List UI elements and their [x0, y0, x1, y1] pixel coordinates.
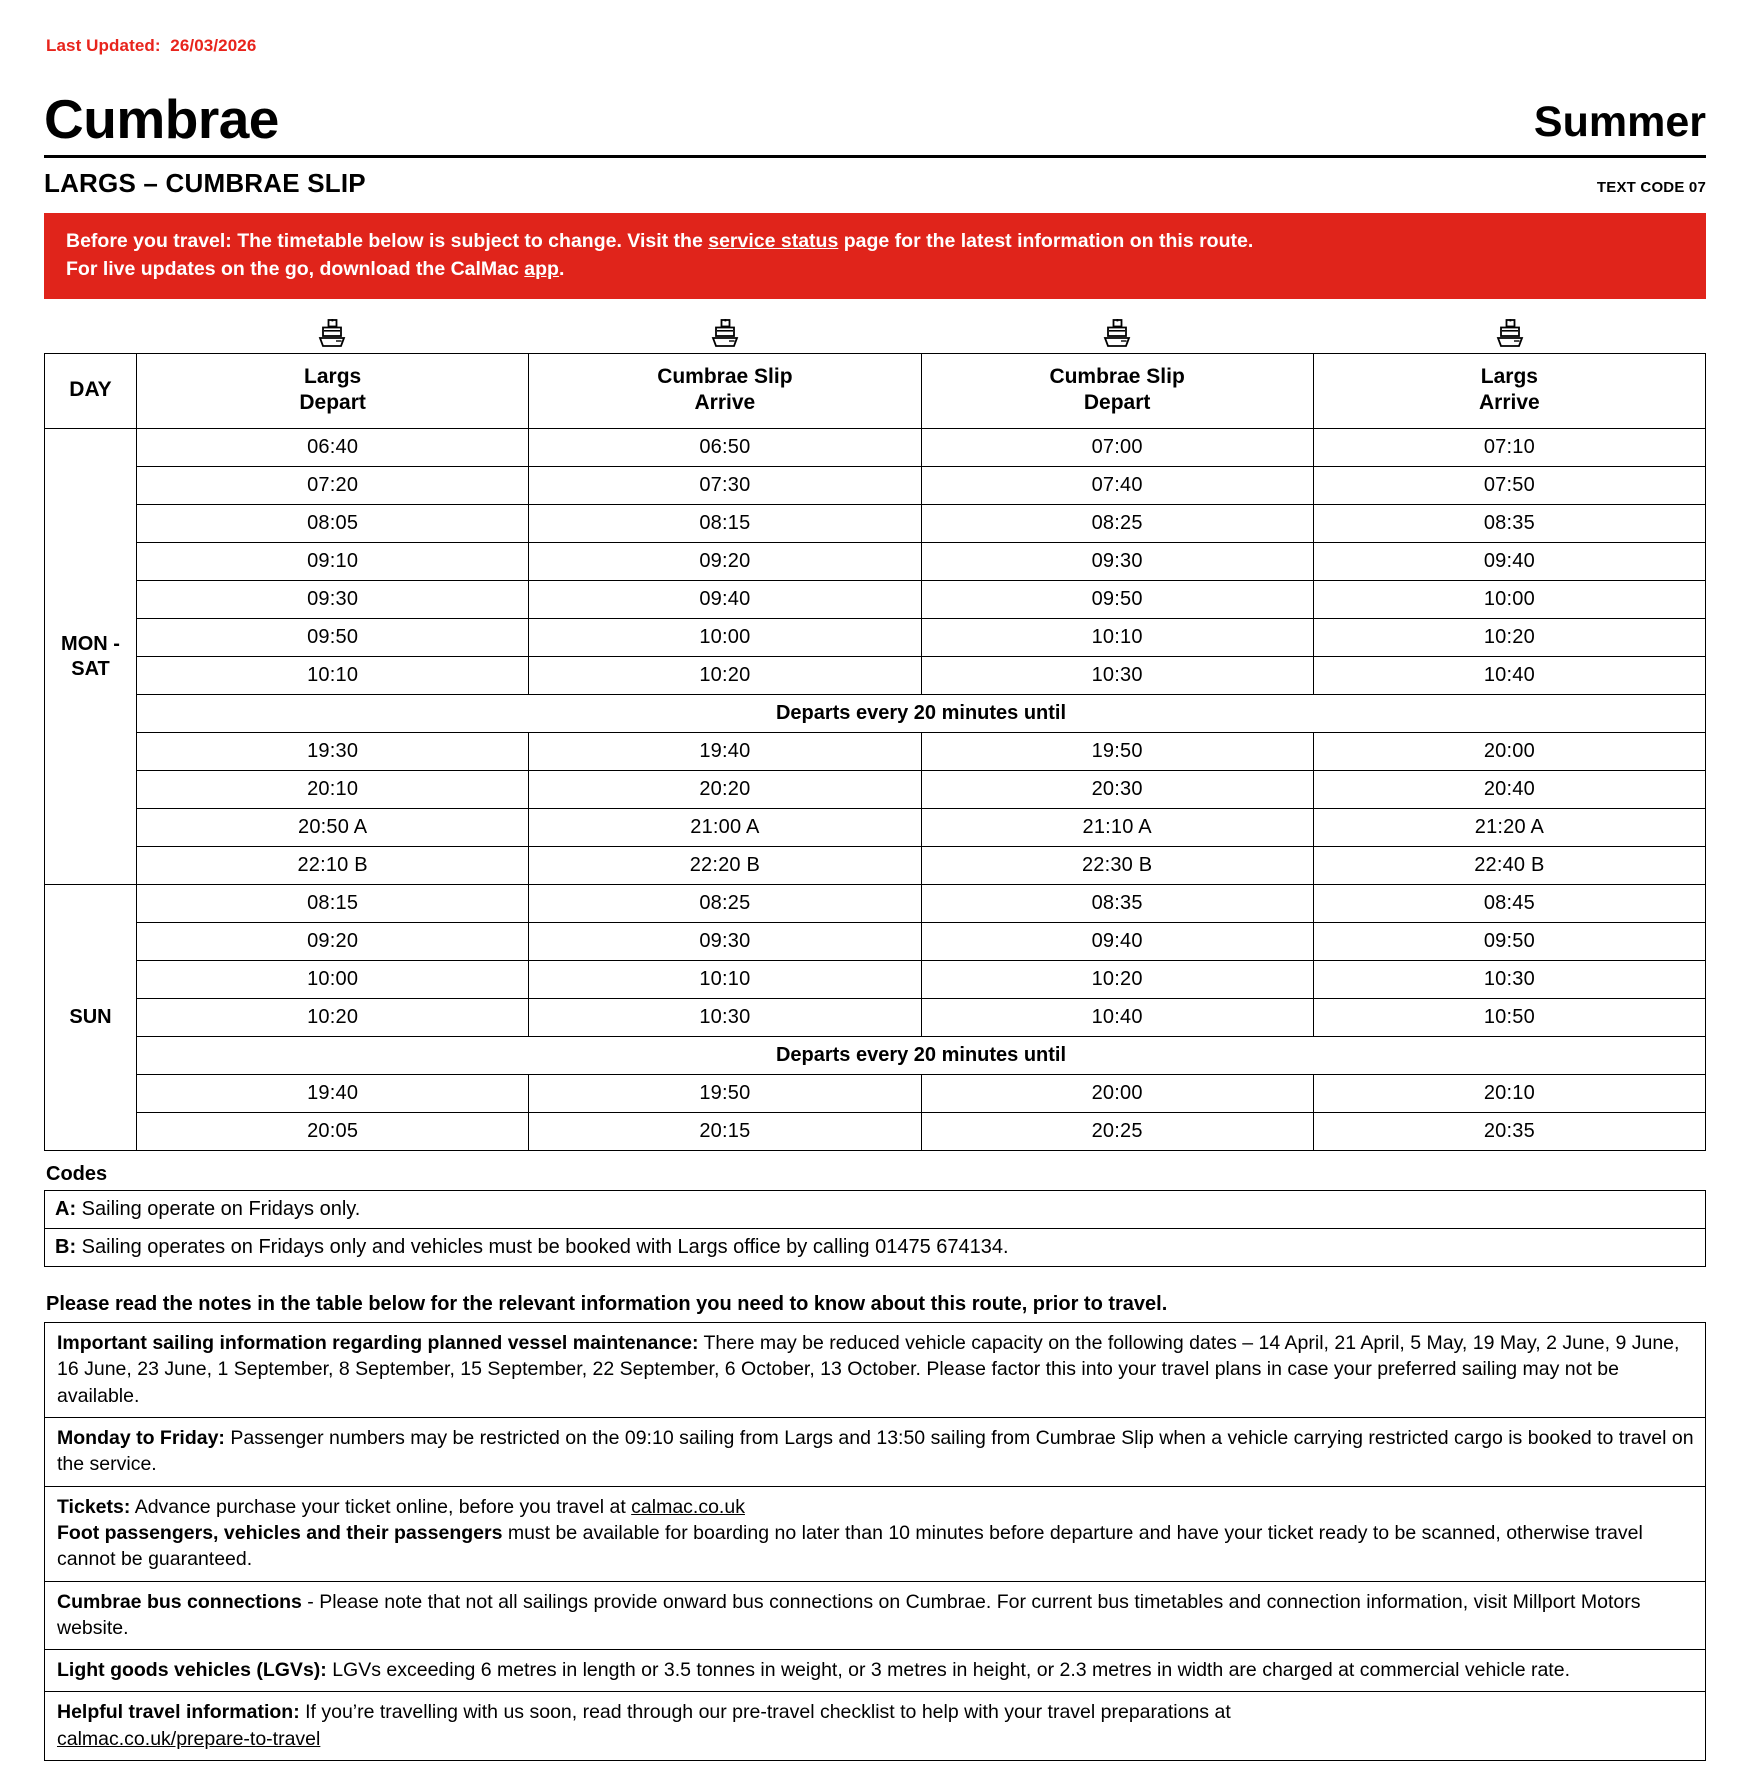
cell-time: 19:30: [137, 733, 529, 771]
page-title: Cumbrae: [44, 88, 279, 150]
cell-time: 09:40: [529, 581, 921, 619]
note-title: Important sailing information regarding planned vessel maintenance:: [57, 1332, 699, 1355]
ferry-icon-cell-1: [136, 315, 529, 349]
cell-time: 08:25: [921, 505, 1313, 543]
cell-time: 07:00: [921, 429, 1313, 467]
cell-time: 08:45: [1313, 885, 1705, 923]
cell-time: 10:10: [529, 961, 921, 999]
cell-time: 08:15: [137, 885, 529, 923]
day-line-1: MON -: [61, 632, 120, 655]
table-row: [45, 1692, 1706, 1761]
cell-time: 20:25: [921, 1113, 1313, 1151]
banner-text-c: For live updates on the go, download the CalMac: [66, 258, 525, 281]
subtitle-row: [44, 168, 1706, 199]
note-vessel-maintenance: [45, 1323, 1706, 1418]
timetable-header-row: [45, 353, 1706, 429]
column-header-day: DAY: [45, 353, 137, 429]
col-line-1: Cumbrae Slip: [657, 364, 793, 388]
cell-time: 08:35: [921, 885, 1313, 923]
banner-line-1: [66, 227, 1684, 255]
ferry-icon: [316, 319, 348, 349]
cell-time: 09:50: [137, 619, 529, 657]
text-code: TEXT CODE 07: [1596, 179, 1706, 196]
codes-heading: Codes: [46, 1163, 108, 1186]
code-text: Sailing operate on Fridays only.: [76, 1198, 361, 1221]
col-line-2: Depart: [299, 390, 366, 414]
ferry-icon: [709, 319, 741, 349]
ferry-icon-cell-4: [1314, 315, 1707, 349]
table-row: [45, 1486, 1706, 1581]
cell-time: 09:40: [1313, 543, 1705, 581]
cell-time: 10:00: [137, 961, 529, 999]
note-body: - Please note that not all sailings provide onward bus connections on Cumbrae. For current bus timetables and connection information, visit Millport Motors website.: [57, 1590, 1641, 1639]
ferry-icon-cell-2: [529, 315, 922, 349]
codes-table: [44, 1190, 1706, 1267]
app-link[interactable]: app: [524, 258, 559, 281]
cell-time: 09:40: [921, 923, 1313, 961]
table-row: [45, 467, 1706, 505]
cell-time: 10:00: [1313, 581, 1705, 619]
cell-time: 10:30: [1313, 961, 1705, 999]
day-cell-sun: SUN: [45, 885, 137, 1151]
calmac-link[interactable]: calmac.co.uk: [631, 1495, 745, 1518]
code-text: Sailing operates on Fridays only and vehicles must be booked with Largs office by calling 01475 674134.: [76, 1236, 1009, 1259]
route-name: LARGS – CUMBRAE SLIP: [44, 168, 366, 198]
note-body: Advance purchase your ticket online, before you travel at: [130, 1495, 632, 1518]
cell-time: 08:15: [529, 505, 921, 543]
cell-time: 20:00: [921, 1075, 1313, 1113]
banner-line-2: [66, 255, 1684, 283]
note-tickets: [45, 1486, 1706, 1581]
service-status-link[interactable]: service status: [708, 230, 839, 252]
banner-text-b: page for the latest information on this route.: [838, 230, 1254, 252]
table-row: [45, 657, 1706, 695]
cell-time: 20:40: [1313, 771, 1705, 809]
table-row: [45, 733, 1706, 771]
cell-time: 20:50 A: [137, 809, 529, 847]
day-cell-mon-sat: [45, 429, 137, 885]
last-updated-label: Last Updated:: [46, 36, 161, 55]
cell-time: 19:50: [921, 733, 1313, 771]
table-row: [45, 505, 1706, 543]
cell-time: 10:20: [921, 961, 1313, 999]
cell-time: 10:40: [921, 999, 1313, 1037]
code-row-a: [45, 1191, 1706, 1229]
cell-time: 20:10: [137, 771, 529, 809]
season-title: Summer: [1533, 98, 1706, 146]
column-header-largs-arrive: [1313, 353, 1705, 429]
cell-time: 21:00 A: [529, 809, 921, 847]
notes-lead: Please read the notes in the table below for the relevant information you need to know about this route, prior to travel.: [46, 1293, 1168, 1316]
note-helpful-travel-info: [45, 1692, 1706, 1761]
table-row: [45, 923, 1706, 961]
column-header-largs-depart: [137, 353, 529, 429]
table-row: [45, 1417, 1706, 1486]
cell-time: 10:50: [1313, 999, 1705, 1037]
table-row: [45, 581, 1706, 619]
cell-time: 20:15: [529, 1113, 921, 1151]
cell-time: 10:40: [1313, 657, 1705, 695]
cell-time: 09:20: [529, 543, 921, 581]
cell-time: 10:20: [1313, 619, 1705, 657]
col-line-2: Depart: [1083, 390, 1151, 414]
service-status-banner: [44, 213, 1706, 299]
cell-time: 21:20 A: [1313, 809, 1705, 847]
table-row: [45, 961, 1706, 999]
cell-time: 08:25: [529, 885, 921, 923]
cell-time: 10:10: [137, 657, 529, 695]
cell-time: 19:50: [529, 1075, 921, 1113]
cell-time: 20:05: [137, 1113, 529, 1151]
table-row: [45, 771, 1706, 809]
col-line-1: Cumbrae Slip: [1049, 364, 1185, 388]
col-line-1: Largs: [304, 364, 362, 388]
cell-time: 19:40: [529, 733, 921, 771]
note-body: Passenger numbers may be restricted on the 09:10 sailing from Largs and 13:50 sailing from Cumbrae Slip when a vehicle carrying restricted cargo is booked to travel on the service.: [57, 1426, 1694, 1476]
ferry-icon-cell-3: [921, 315, 1314, 349]
code-letter: B:: [55, 1236, 77, 1259]
day-line-2: SAT: [71, 657, 110, 680]
cell-time: 09:20: [137, 923, 529, 961]
timetable-head: [45, 353, 1706, 429]
table-row: [45, 695, 1706, 733]
col-line-2: Arrive: [1479, 390, 1540, 414]
cell-time: 09:30: [137, 581, 529, 619]
cell-time: 22:20 B: [529, 847, 921, 885]
table-row: [45, 847, 1706, 885]
note-title-secondary: Foot passengers, vehicles and their passengers: [57, 1521, 503, 1544]
cell-time: 20:20: [529, 771, 921, 809]
note-lgv: [45, 1650, 1706, 1692]
header-divider: [44, 155, 1706, 158]
cell-time: 10:30: [529, 999, 921, 1037]
cell-time: 10:20: [529, 657, 921, 695]
cell-time: 10:20: [137, 999, 529, 1037]
frequency-note: Departs every 20 minutes until: [137, 1037, 1706, 1075]
ferry-icon-row: [44, 315, 1706, 349]
cell-time: 20:35: [1313, 1113, 1705, 1151]
frequency-note: Departs every 20 minutes until: [137, 695, 1706, 733]
cell-time: 20:30: [921, 771, 1313, 809]
prepare-to-travel-link[interactable]: calmac.co.uk/prepare-to-travel: [57, 1727, 321, 1750]
cell-time: 22:40 B: [1313, 847, 1705, 885]
banner-text-d: .: [558, 258, 565, 281]
column-header-cumbrae-arrive: [529, 353, 921, 429]
col-line-2: Arrive: [694, 390, 756, 414]
note-title: Monday to Friday:: [57, 1426, 225, 1449]
cell-time: 09:50: [1313, 923, 1705, 961]
last-updated: [46, 36, 1706, 56]
ferry-icon: [1494, 319, 1526, 349]
cell-time: 07:10: [1313, 429, 1705, 467]
cell-time: 20:00: [1313, 733, 1705, 771]
note-title: Helpful travel information:: [57, 1701, 300, 1724]
note-bus-connections: [45, 1581, 1706, 1650]
note-title: Tickets:: [57, 1495, 131, 1518]
cell-time: 08:05: [137, 505, 529, 543]
cell-time: 08:35: [1313, 505, 1705, 543]
table-row: [45, 885, 1706, 923]
cell-time: 19:40: [137, 1075, 529, 1113]
table-row: [45, 1037, 1706, 1075]
table-row: [45, 619, 1706, 657]
cell-time: 07:20: [137, 467, 529, 505]
note-body: LGVs exceeding 6 metres in length or 3.5 tonnes in weight, or 3 metres in height, or 2.3 metres in width are charged at commercial vehicle rate.: [326, 1659, 1570, 1682]
note-body: If you’re travelling with us soon, read through our pre-travel checklist to help with your travel preparations at: [299, 1701, 1231, 1724]
title-row: [44, 88, 1706, 150]
table-row: [45, 1191, 1706, 1229]
cell-time: 09:10: [137, 543, 529, 581]
table-row: [45, 999, 1706, 1037]
table-row: [45, 543, 1706, 581]
cell-time: 09:50: [921, 581, 1313, 619]
table-row: [45, 1323, 1706, 1418]
cell-time: 10:00: [529, 619, 921, 657]
cell-time: 07:40: [921, 467, 1313, 505]
cell-time: 07:50: [1313, 467, 1705, 505]
table-row: [45, 429, 1706, 467]
table-row: [45, 1075, 1706, 1113]
note-monday-to-friday: [45, 1417, 1706, 1486]
col-line-1: Largs: [1480, 364, 1538, 388]
cell-time: 09:30: [921, 543, 1313, 581]
cell-time: 20:10: [1313, 1075, 1705, 1113]
table-row: [45, 1229, 1706, 1267]
cell-time: 06:40: [137, 429, 529, 467]
note-body-secondary: must be available for boarding no later than 10 minutes before departure and have your ticket ready to be scanned, otherwise travel cannot be guaranteed.: [57, 1521, 1643, 1571]
note-body: There may be reduced vehicle capacity on the following dates – 14 April, 21 April, 5 May, 19 May, 2 June, 9 June, 16 June, 23 June, 1 September, 8 September, 15 September, 22 September, 6 October, 13 October. Please factor this into your travel plans in case your preferred sailing may not be available.: [57, 1332, 1680, 1407]
cell-time: 21:10 A: [921, 809, 1313, 847]
ferry-icon: [1101, 319, 1133, 349]
cell-time: 06:50: [529, 429, 921, 467]
cell-time: 09:30: [529, 923, 921, 961]
notes-table: [44, 1322, 1706, 1761]
cell-time: 10:10: [921, 619, 1313, 657]
timetable: [44, 353, 1706, 1152]
table-row: [45, 1650, 1706, 1692]
cell-time: 22:30 B: [921, 847, 1313, 885]
last-updated-date: 26/03/2026: [170, 36, 257, 55]
cell-time: 22:10 B: [137, 847, 529, 885]
note-title: Light goods vehicles (LGVs):: [57, 1659, 327, 1682]
note-title: Cumbrae bus connections: [57, 1590, 302, 1613]
code-letter: A:: [55, 1198, 77, 1221]
table-row: [45, 809, 1706, 847]
table-row: [45, 1113, 1706, 1151]
code-row-b: [45, 1229, 1706, 1267]
cell-time: 07:30: [529, 467, 921, 505]
column-header-cumbrae-depart: [921, 353, 1313, 429]
table-row: [45, 1581, 1706, 1650]
timetable-body: [45, 429, 1706, 1151]
cell-time: 10:30: [921, 657, 1313, 695]
banner-text-a: Before you travel: The timetable below is subject to change. Visit the: [66, 230, 709, 252]
